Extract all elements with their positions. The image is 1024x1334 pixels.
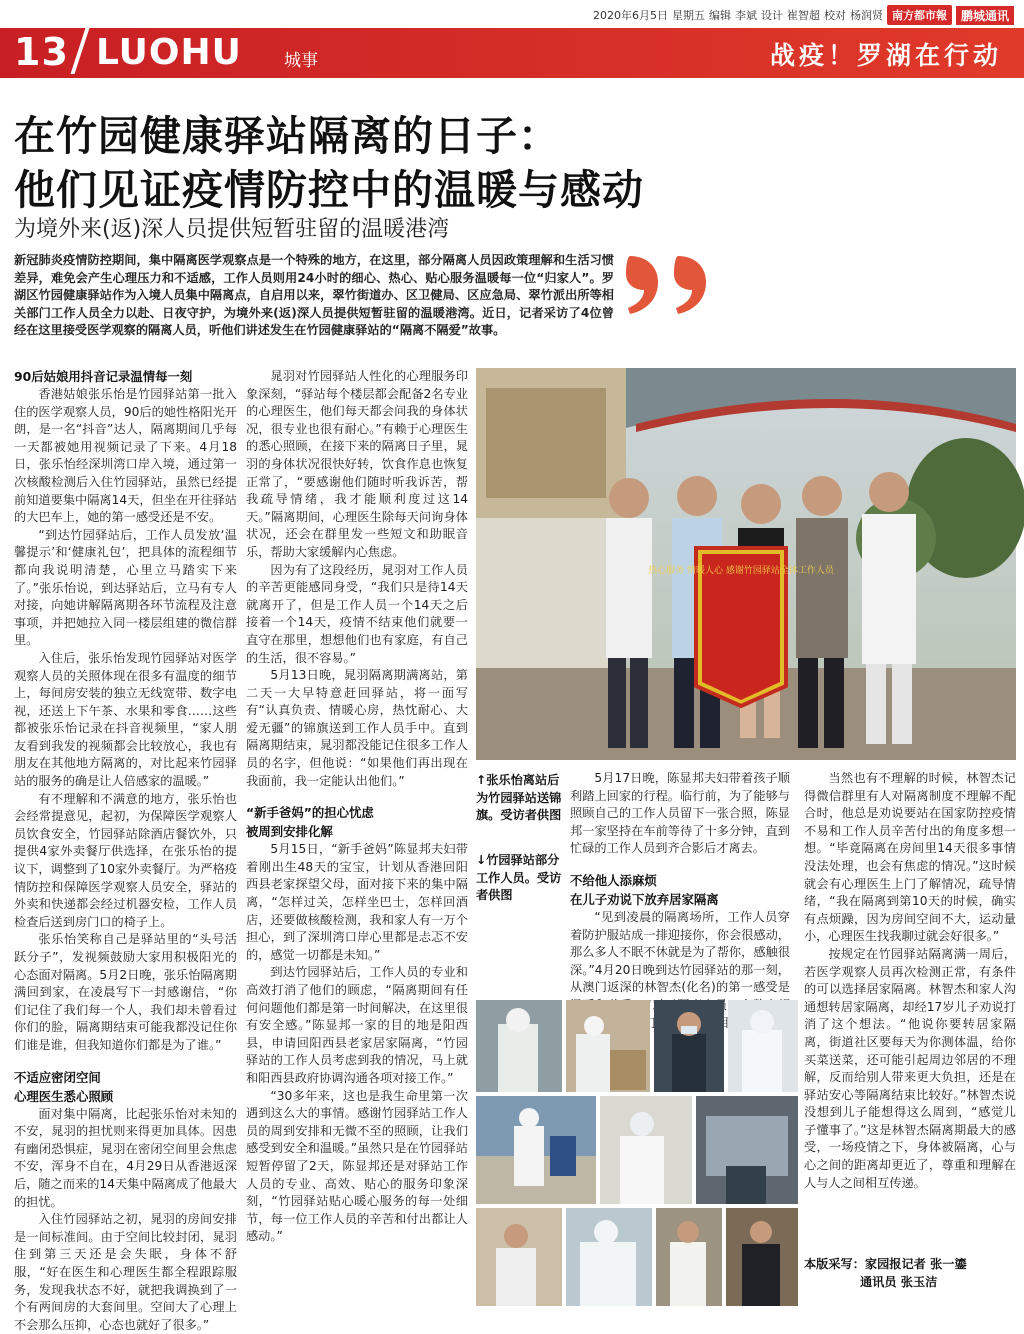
photo-caption-2: ↓竹园驿站部分工作人员。受访者供图 (476, 853, 562, 903)
paper-logo: 南方都市報 (887, 5, 952, 25)
section-heading-3b: 被周到安排化解 (246, 824, 333, 840)
photo-tile (566, 1000, 650, 1092)
designer-name: 崔智超 (786, 9, 820, 22)
proofreader-name: 杨润贤 (849, 9, 883, 22)
issue-date: 2020年6月5日 (592, 9, 668, 22)
intro-paragraph: 新冠肺炎疫情防控期间，集中隔离医学观察点是一个特殊的地方，在这里，部分隔离人员因政策理解和生活习惯差异，难免会产生心理压力和不适感，工作人员则用24小时的细心、热心、贴心服务温暖每一位“归家人”。罗湖区竹园健康驿站作为入境人员集中隔离点，自启用以来，翠竹街道办、区卫健局、区应急局、翠竹派出所等相关部门工作人员全力以赴、日夜守护，为境外来(返)深人员提供短暂驻留的温暖港湾。近日，记者采访了4位曾经在这里接受医学观察的隔离人员，听他们讲述发生在竹园健康驿站的“隔离不隔爱”故事。 (14, 253, 614, 338)
paragraph: 5月17日晚，陈显邦夫妇带着孩子顺利踏上回家的行程。临行前，为了能够与照顾自己的工作人员留下一张合照，陈显邦一家坚持在车前等待了十多分钟，直到忙碌的工作人员到齐合影后才离去。 (570, 771, 790, 856)
article-column-1 (14, 368, 237, 1334)
photo-tile (476, 1096, 596, 1204)
paragraph: “见到凌晨的隔离场所，工作人员穿着防护服站成一排迎接你，你会很感动，那么多人不眠不休就是为了帮你，感触很深。”4月20日晚到达竹园驿站的那一刻，从澳门返深的林智杰(化名)的第一感受是 员， (570, 909, 790, 1012)
paragraph: 5月13日晚，晁羽隔离期满离站，第二天一大早特意赶回驿站，将一面写有“认真负责、情暖心房，热忱耐心、大爱无疆”的锦旗送到工作人员手中。直到隔离期结束，晁羽都没能记住很多工作人员的名字，但他说：“如果他们再出现在我面前，我一定能认出他们。” (246, 668, 468, 788)
photo-tile (600, 1096, 692, 1204)
byline-reporter: 本版采写：家园报记者 张一鎏 (804, 1257, 967, 1271)
article-column-2 (246, 368, 468, 1246)
section-subtitle: 城事 (284, 51, 318, 71)
photo-tile (696, 1096, 798, 1204)
photo-caption-1: ↑张乐怡离站后为竹园驿站送锦旗。受访者供图 (476, 773, 562, 823)
paragraph: 有不理解和不满意的地方，张乐怡也会经常提意见，起初，为保障医学观察人员饮食安全，竹园驿站除酒店餐饮外，只提供4家外卖餐厅供选择，在张乐怡的提议下，调整到了10家外卖餐厅。为严格疫情防控和保障医学观察人员安全，驿站的外卖和快递都会经过机器安检，工作人员检查后送到房门口的椅子上。 (14, 791, 237, 929)
editor-label: 编辑 (708, 9, 731, 22)
subheadline: 为境外来(返)深人员提供短暂驻留的温暖港湾 (14, 217, 450, 242)
photo-tile (654, 1000, 724, 1092)
headline-line-1: 在竹园健康驿站隔离的日子： (14, 112, 560, 160)
paragraph: 面对集中隔离，比起张乐怡对未知的不安，晁羽的担忧则来得更加具体。因患有幽闭恐惧症，晁羽在密闭空间里会焦虑不安，浑身不自在，4月29日从香港返深后，随之而来的14天集中隔离成了他最大的担忧。 (14, 1106, 237, 1209)
edition-logo: 鹏城通讯 (956, 6, 1014, 25)
group-photo-illustration (476, 368, 1016, 760)
byline-correspondent: 通讯员 张玉洁 (860, 1274, 938, 1289)
designer-label: 设计 (760, 9, 783, 22)
paragraph: 入住竹园驿站之初，晁羽的房间安排是一间标准间。由于空间比较封闭，晁羽住到第三天还是会失眠，身体不舒服，“好在医生和心理医生都全程跟踪服务，发现我状态不好，就把我调换到了一个有两间房的大套间里。空间大了心理上不会那么压抑，心态也就好了很多。” (14, 1212, 237, 1332)
article-column-4 (804, 770, 1016, 1192)
section-heading-2a: 不适应密闭空间 (14, 1069, 101, 1085)
paragraph: 入住后，张乐怡发现竹园驿站对医学观察人员的关照体现在很多有温度的细节上，每间房安装的独立无线宽带、数字电视，还送上下午茶、水果和零食……这些都被张乐怡记录在抖音视频里，“家人朋友看到我发的视频都会比较放心，我也有朋友在其他地方隔离的，对比起来竹园驿站的服务的确是让人倍感家的温暖。” (14, 650, 237, 789)
paragraph: “到达竹园驿站后，工作人员发放‘温馨提示’和‘健康礼包’，把具体的流程细节都向我说明清楚，心里立马踏实下来了。”张乐怡说，到达驿站后，立马有专人对接，向她讲解隔离期各环节流程及注意事项，并把她拉入同一楼层组建的微信群里。 (14, 527, 237, 648)
section-slogan: 战疫！罗湖在行动 (769, 41, 1002, 70)
main-photo (476, 368, 1016, 760)
masthead-meta (593, 4, 1014, 26)
section-heading-4a: 不给他人添麻烦 (570, 872, 657, 888)
photo-tile (476, 1208, 562, 1306)
page-number: 13 (14, 30, 69, 74)
photo-collage (476, 1000, 798, 1306)
section-heading-2b: 心理医生悉心照顾 (14, 1088, 114, 1104)
byline (804, 1256, 967, 1291)
editor-name: 李斌 (734, 9, 757, 22)
paragraph: 张乐怡笑称自己是驿站里的“头号活跃分子”，发视频鼓励大家用积极阳光的心态面对隔离。5月2日晚，张乐怡隔离期满回到家，在凌晨写下一封感谢信，“你们记住了我们每一个人，我们却未曾看过你们的脸，隔离期结束可能我都没记住你们谁是谁，但我知道你们都是为了谁。” (14, 932, 237, 1052)
paragraph: 当然也有不理解的时候，林智杰记得微信群里有人对隔离制度不理解不配合时，他总是劝说要站在国家防控疫情不易和工作人员辛苦付出的角度多想一想。“毕竟隔离在房间里14天很多事情没法处理，也会有焦虑的情况。”这时候就会有心理医生上门了解情况，疏导情绪，“我在隔离到第10天的时候，确实有点烦躁，因为房间空间不大，运动量小，心理医生找我聊过就会好很多。” (804, 771, 1016, 944)
issue-weekday: 星期五 (671, 9, 705, 22)
paragraph: 到达竹园驿站后，工作人员的专业和高效打消了他们的顾虑，“隔离期间有任何问题他们都是第一时间解决，在这里很有安全感。”陈显邦一家的目的地是阳西县，申请回阳西县老家居家隔离，“竹园驿站的工作人员考虑到我的情况，马上就和阳西县政府协调沟通各项对接工作。” (246, 965, 468, 1085)
headline-line-2: 他们见证疫情防控中的温暖与感动 (14, 166, 644, 214)
proofreader-label: 校对 (823, 9, 846, 22)
photo-tile (566, 1208, 652, 1306)
paragraph: 晁羽对竹园驿站人性化的心理服务印象深刻，“驿站每个楼层都会配备2名专业的心理医生，他们每天都会问我的身体状况，很专业也很有耐心。”有赖于心理医生的悉心照顾，在接下来的隔离日子里，晁羽的身体状况很快好转，饮食作息也恢复正常了，“要感谢他们随时听我诉苦，帮我疏导情绪，我才能顺利度过这14天。”隔离期间，心理医生除每天问询身体状况，还会在群里发一些短文和助眠音乐，帮助大家缓解内心焦虑。 (246, 369, 468, 559)
banner-text: 热心服务 情暖人心 感谢竹园驿站全体工作人员 (648, 566, 834, 576)
section-heading-3a: “新手爸妈”的担心忧虑 (246, 805, 374, 821)
paragraph: 5月15日，“新手爸妈”陈显邦夫妇带着刚出生48天的宝宝，计划从香港回阳西县老家探望父母，面对接下来的集中隔离，“怎样过关，怎样坐巴士，怎样回酒店，还要做核酸检测，我和家人有一万个担心，到了深圳湾口岸心里都是忐忑不安的，感觉一切都是未知。” (246, 842, 468, 962)
paragraph: 按规定在竹园驿站隔离满一周后，若医学观察人员再次检测正常，有条件的可以选择居家隔离。林智杰和家人沟通想转居家隔离，却经17岁儿子劝说打消了这个想法。“他说你要转居家隔离，街道社区要每天为你测体温，给你买菜送菜，还可能引起周边邻居的不理解，反而给别人带来更大负担，还是在驿站安心等隔离结束比较好。”林智杰说没想到儿子能想得这么周到，“感觉儿子懂事了。”这是林智杰隔离期最大的感受，一场疫情之下，身体被隔离，心与心之间的距离却更近了，尊重和理解在人与人之间相互传递。 (804, 946, 1016, 1190)
article-column-3 (570, 770, 790, 1032)
photo-tile (476, 1000, 562, 1092)
section-heading-4b: 在儿子劝说下放弃居家隔离 (570, 891, 719, 907)
quote-mark-icon (622, 254, 714, 316)
paragraph: “30多年来，这也是我生命里第一次遇到这么大的事情。感谢竹园驿站工作人员的周到安排和无微不至的照顾，让我们感受到安全和温暖。”虽然只是在竹园驿站短暂停留了2天，陈显邦还是对驿站工作人员的专业、高效、贴心的服务印象深刻，“竹园驿站贴心暖心服务的每一处细节，每一位工作人员的辛苦和付出都让人感动。” (246, 1088, 468, 1244)
photo-tile (728, 1000, 798, 1092)
section-heading-1: 90后姑娘用抖音记录温情每一刻 (14, 369, 193, 384)
section-name: LUOHU (96, 32, 242, 73)
photo-tile (726, 1208, 798, 1306)
paragraph: 因为有了这段经历，晁羽对工作人员的辛苦更能感同身受，“我们只是待14天就离开了，但是工作人员一个14天之后接着一个14天，疫情不结束他们就要一直守在那里，想想他们也有家庭，有自己的生活，很不容易。” (246, 562, 468, 665)
paragraph: 香港姑娘张乐怡是竹园驿站第一批入住的医学观察人员，90后的她性格阳光开朗，是一名“抖音”达人，隔离期间几乎每一天都被她用视频记录了下来。4月18日，张乐怡经深圳湾口岸入境，通过第一次核酸检测后入住竹园驿站，虽然已经提前知道要集中隔离14天，但坐在开往驿站的大巴车上，她的第一感受还是不安。 (14, 387, 237, 525)
photo-tile (656, 1208, 722, 1306)
